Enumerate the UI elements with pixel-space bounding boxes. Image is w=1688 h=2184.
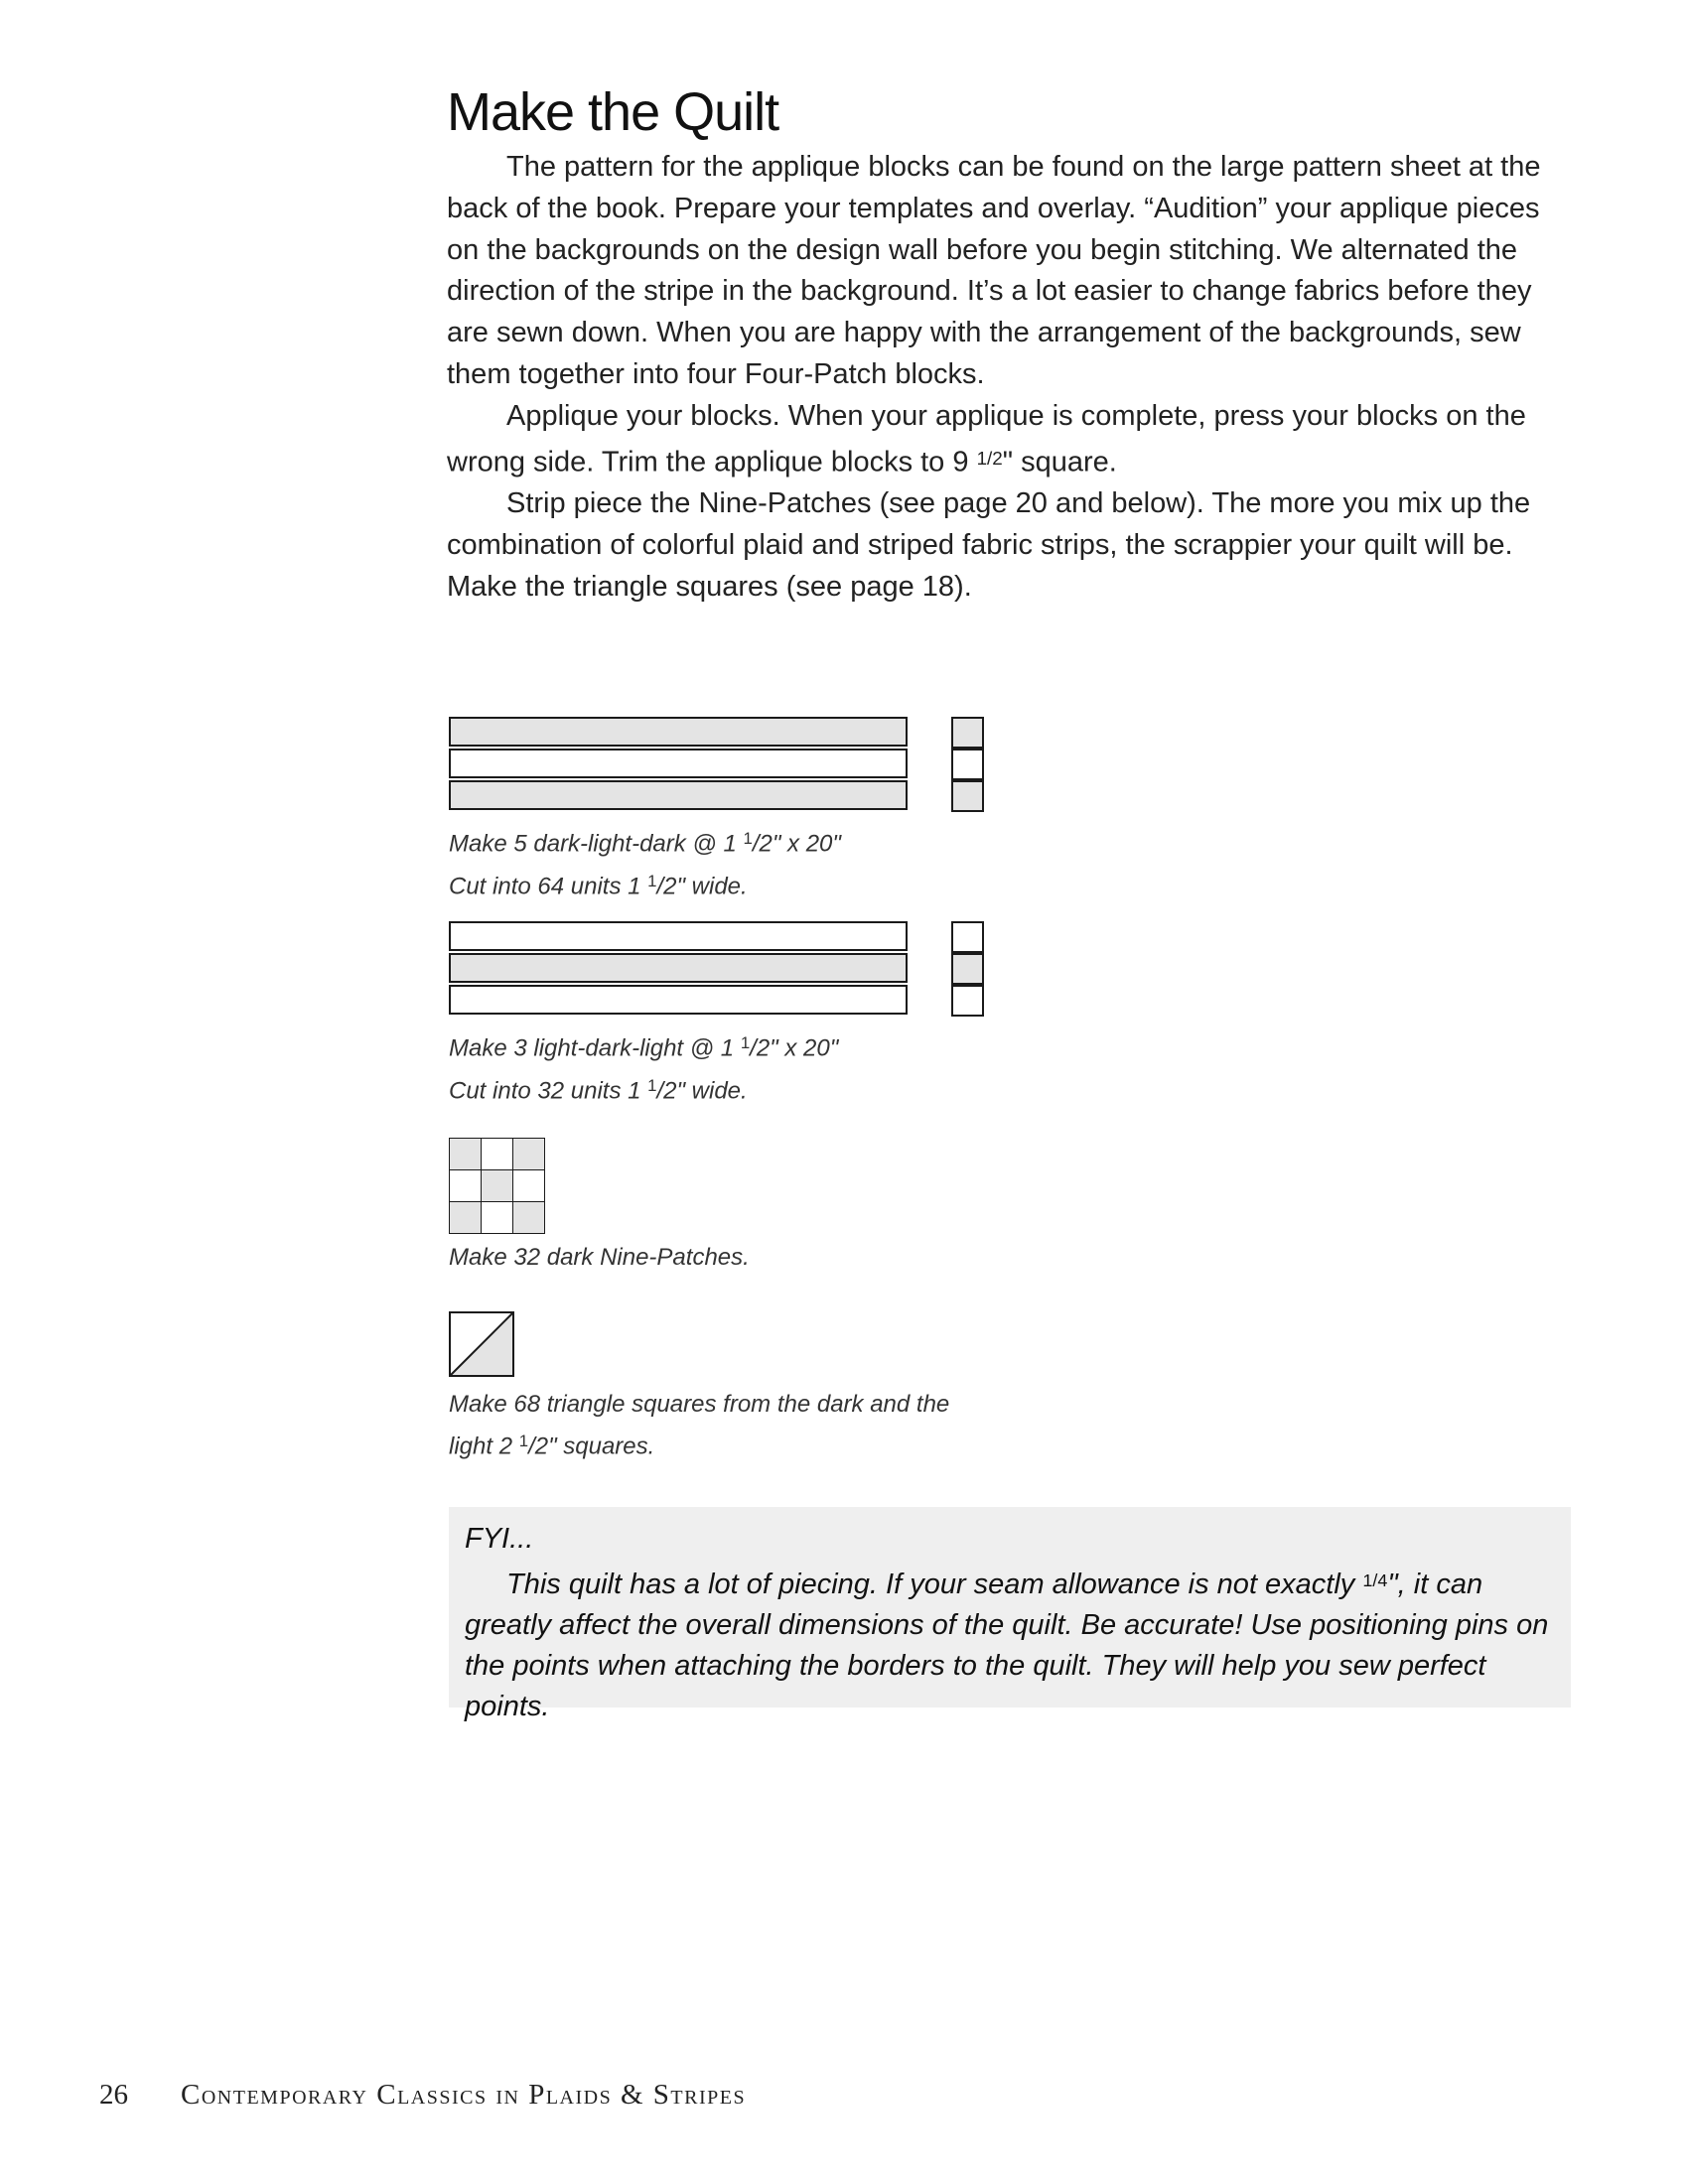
caption-text: Cut into 64 units 1 — [449, 873, 648, 900]
caption-text: /2" x 20" — [752, 830, 841, 858]
instructions-body — [447, 147, 1559, 608]
caption-fraction: 1 — [740, 1033, 751, 1052]
paragraph-applique-end: " square. — [1002, 446, 1117, 478]
page-title: Make the Quilt — [447, 82, 779, 142]
caption-line — [449, 863, 841, 905]
cut-unit-cell — [951, 780, 984, 812]
caption-fraction: 1 — [647, 1075, 657, 1095]
cut-unit-cell — [951, 985, 984, 1017]
caption-line — [449, 820, 841, 863]
caption-fraction: 1 — [518, 1432, 529, 1450]
paragraph-ninepatch: Strip piece the Nine-Patches (see page 20 and below). The more you mix up the combination of colorful plaid and striped fabric strips, the scrappier your quilt will be. Make the triangle squares (see page 18). — [447, 486, 1531, 603]
fyi-text-part: ", it can greatly affect the overall dimensions of the quilt. Be accurate! Use positioning pins on the points when attaching the borders to the quilt. They will help you sew perfect points. — [465, 1569, 1549, 1723]
running-footer-title: Contemporary Classics in Plaids & Stripes — [181, 2079, 747, 2111]
strip-light — [449, 985, 908, 1015]
strip-set-dark-light-dark — [449, 717, 985, 816]
strip-dark — [449, 953, 908, 983]
caption-text: light 2 — [449, 1433, 519, 1460]
cut-unit-cell — [951, 749, 984, 780]
fyi-callout — [449, 1507, 1571, 1723]
caption-fraction: 1 — [647, 871, 657, 890]
nine-patch-cell — [481, 1169, 513, 1202]
nine-patch-cell — [449, 1201, 482, 1234]
caption-nine-patch: Make 32 dark Nine-Patches. — [449, 1244, 750, 1271]
caption-line — [449, 1423, 949, 1465]
fraction-half: 1/2 — [976, 447, 1003, 469]
caption-fraction: 1 — [743, 829, 753, 848]
caption-strip-set-2 — [449, 1024, 838, 1109]
nine-patch-cell — [512, 1138, 545, 1170]
caption-text: /2" squares. — [528, 1433, 655, 1460]
paragraph-applique-text: Applique your blocks. When your applique is complete, press your blocks on the wrong side. Trim the applique blocks to 9 — [447, 399, 1526, 478]
triangle-square-diagram — [449, 1311, 514, 1377]
cut-unit-cell — [951, 953, 984, 985]
caption-text: Cut into 32 units 1 — [449, 1077, 648, 1105]
page-number: 26 — [99, 2079, 128, 2111]
nine-patch-diagram — [449, 1138, 545, 1234]
nine-patch-cell — [449, 1169, 482, 1202]
paragraph-applique — [447, 396, 1559, 483]
caption-text: /2" x 20" — [750, 1034, 839, 1062]
caption-text: /2" wide. — [656, 1077, 748, 1105]
cut-unit-cell — [951, 717, 984, 749]
fyi-text — [465, 1561, 1562, 1727]
caption-line — [449, 1067, 838, 1110]
caption-text: /2" wide. — [656, 873, 748, 900]
nine-patch-cell — [481, 1201, 513, 1234]
strip-light — [449, 749, 908, 778]
caption-line: Make 68 triangle squares from the dark and the — [449, 1391, 950, 1418]
fyi-text-part: This quilt has a lot of piecing. If your seam allowance is not exactly — [506, 1569, 1363, 1601]
caption-line — [449, 1024, 838, 1067]
strip-dark — [449, 717, 908, 747]
caption-triangle-squares — [449, 1386, 949, 1465]
nine-patch-cell — [481, 1138, 513, 1170]
caption-text: Make 5 dark-light-dark @ 1 — [449, 830, 744, 858]
caption-strip-set-1 — [449, 820, 841, 904]
nine-patch-cell — [512, 1201, 545, 1234]
fyi-title: FYI... — [465, 1523, 534, 1555]
caption-text: Make 3 light-dark-light @ 1 — [449, 1034, 741, 1062]
nine-patch-cell — [512, 1169, 545, 1202]
triangle-square-svg — [449, 1311, 514, 1377]
cut-unit-cell — [951, 921, 984, 953]
strip-light — [449, 921, 908, 951]
strip-dark — [449, 780, 908, 810]
strip-set-light-dark-light — [449, 921, 985, 1021]
paragraph-pattern: The pattern for the applique blocks can be found on the large pattern sheet at the back of the book. Prepare your templates and overlay. “Audition” your applique pieces on the backgrounds on the design wall before you begin stitching. We alternated the direction of the stripe in the background. It’s a lot easier to change fabrics before they are sewn down. When you are happy with the arrangement of the backgrounds, sew them together into four Four-Patch blocks. — [447, 151, 1541, 390]
nine-patch-cell — [449, 1138, 482, 1170]
fyi-fraction: 1/4 — [1362, 1570, 1388, 1590]
